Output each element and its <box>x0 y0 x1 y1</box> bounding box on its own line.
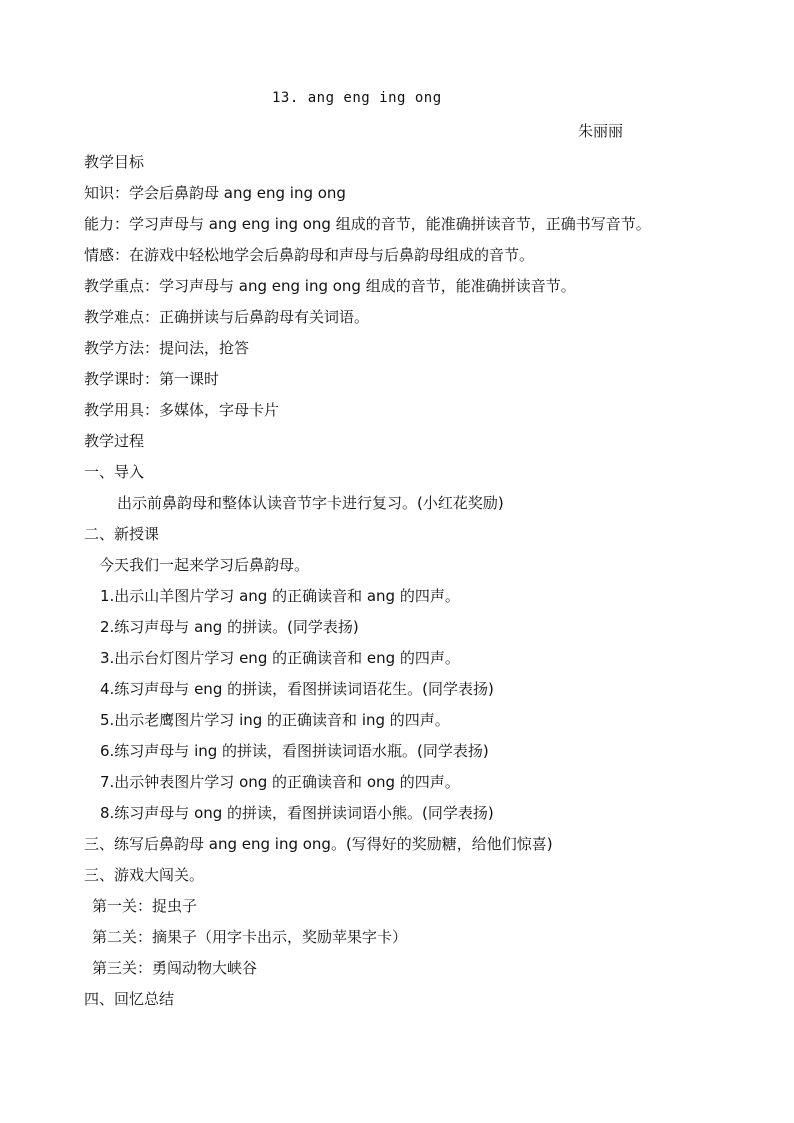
list-item-step-5: 5.出示老鹰图片学习 ing 的正确读音和 ing 的四声。 <box>100 711 450 729</box>
list-item-step-3: 3.出示台灯图片学习 eng 的正确读音和 eng 的四声。 <box>100 649 460 667</box>
text-line-class-hours: 教学课时：第一课时 <box>84 370 220 388</box>
text-line-emotion: 情感：在游戏中轻松地学会后鼻韵母和声母与后鼻韵母组成的音节。 <box>84 246 535 264</box>
section-heading-process: 教学过程 <box>84 432 145 450</box>
list-item-step-7: 7.出示钟表图片学习 ong 的正确读音和 ong 的四声。 <box>100 773 460 791</box>
lesson-title: 13. ang eng ing ong <box>272 90 442 106</box>
text-line-new-lesson-intro: 今天我们一起来学习后鼻韵母。 <box>99 556 310 574</box>
text-line-ability: 能力：学习声母与 ang eng ing ong 组成的音节，能准确拼读音节，正确书写音节。 <box>84 215 651 233</box>
section-heading-summary: 四、回忆总结 <box>84 990 175 1008</box>
section-heading-intro: 一、导入 <box>84 463 145 481</box>
text-line-intro-review: 出示前鼻韵母和整体认读音节字卡进行复习。(小红花奖励) <box>117 494 504 512</box>
list-item-step-2: 2.练习声母与 ang 的拼读。(同学表扬) <box>100 618 359 636</box>
list-item-level-1: 第一关：捉虫子 <box>92 897 198 915</box>
text-line-difficulties: 教学难点：正确拼读与后鼻韵母有关词语。 <box>84 308 370 326</box>
section-heading-writing: 三、练写后鼻韵母 ang eng ing ong。(写得好的奖励糖，给他们惊喜) <box>84 835 553 853</box>
list-item-step-8: 8.练习声母与 ong 的拼读，看图拼读词语小熊。(同学表扬) <box>100 804 494 822</box>
section-heading-objectives: 教学目标 <box>84 153 145 171</box>
text-line-teaching-aids: 教学用具：多媒体，字母卡片 <box>84 401 280 419</box>
list-item-step-6: 6.练习声母与 ing 的拼读，看图拼读词语水瓶。(同学表扬) <box>100 742 489 760</box>
text-line-methods: 教学方法：提问法，抢答 <box>84 339 250 357</box>
list-item-step-1: 1.出示山羊图片学习 ang 的正确读音和 ang 的四声。 <box>100 587 460 605</box>
list-item-level-3: 第三关：勇闯动物大峡谷 <box>92 959 258 977</box>
section-heading-new-lesson: 二、新授课 <box>84 525 160 543</box>
text-line-key-points: 教学重点：学习声母与 ang eng ing ong 组成的音节，能准确拼读音节。 <box>84 277 576 295</box>
list-item-level-2: 第二关：摘果子（用字卡出示，奖励苹果字卡） <box>92 928 408 946</box>
text-line-knowledge: 知识：学会后鼻韵母 ang eng ing ong <box>84 184 346 202</box>
list-item-step-4: 4.练习声母与 eng 的拼读，看图拼读词语花生。(同学表扬) <box>100 680 494 698</box>
author-name: 朱丽丽 <box>578 122 624 140</box>
section-heading-game: 三、游戏大闯关。 <box>84 866 205 884</box>
